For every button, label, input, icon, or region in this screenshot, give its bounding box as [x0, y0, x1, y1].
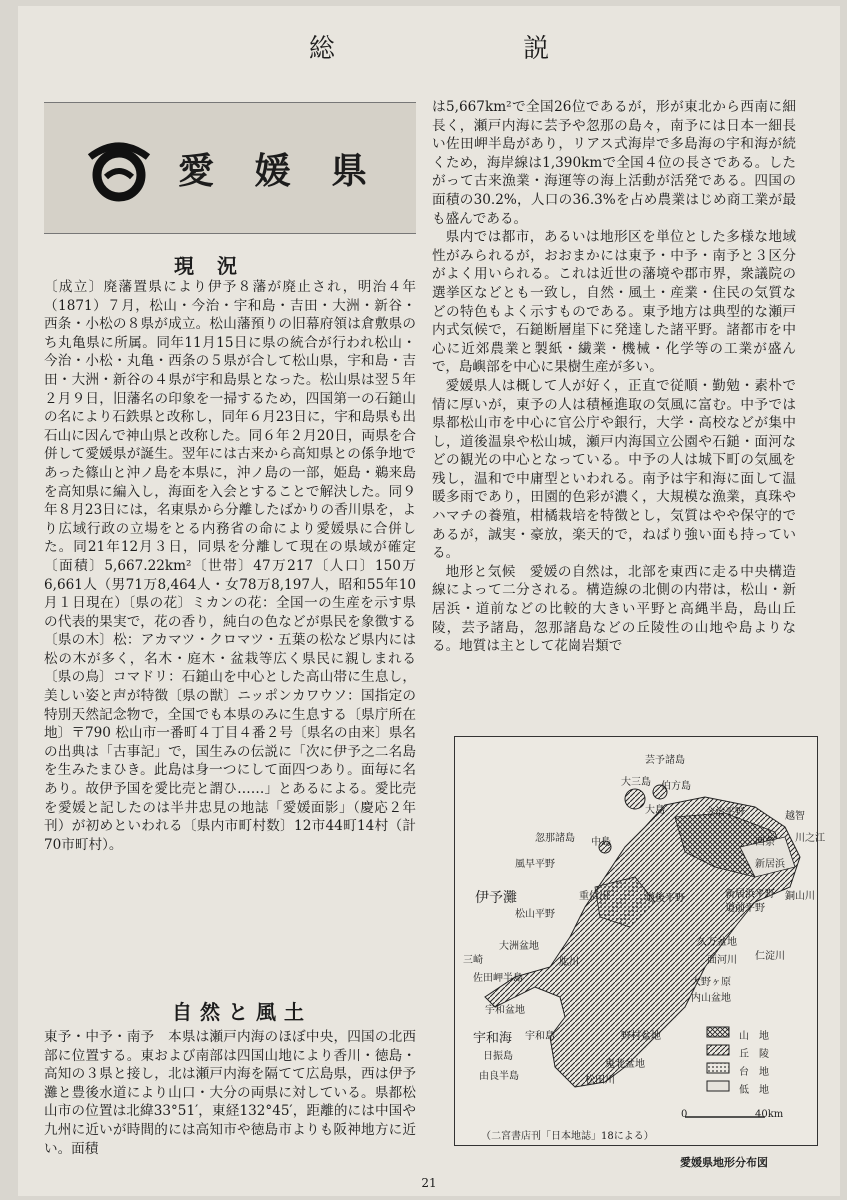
map-label: 新居浜 [755, 859, 785, 870]
map-label: 佐田岬半島 [473, 973, 523, 984]
legend-label-plateau: 台 地 [739, 1067, 769, 1078]
map-label: 肱川 [559, 957, 579, 968]
map-label: 新居浜平野 [725, 889, 775, 900]
section-heading-nature: 自然と風土 [172, 1000, 312, 1024]
page-number: 21 [421, 1176, 437, 1190]
paragraph-area: は5,667km²で全国26位であるが，形が東北から西南に細長く，瀬戸内海に芸予や忽那の島々，南予には日本一細長い佐田岬半島があり，リアス式海岸で多島海の宇和海が続くため，海岸線は1,390kmで全国４位の長さである。したがって古来漁業・海運等の海上活動が活発である。四国の面積の30.2%，人口の36.3%を占め農業はじめ商工業が最も盛んである。 [432, 99, 796, 227]
nature-paragraph: 東予・中予・南予 本県は瀬戸内海のほぼ中央，四国の北西部に位置する。東および南部は四国山地により香川・徳島・高知の３県と接し，北は瀬戸内海を隔てて広島県，西は伊予灘と豊後水道により山口・大分の両県に対している。県都松山市の位置は北緯33°51′，東経132°45′，距離的には中国や九州に近いが時間的には高知市や徳島市よりも阪神地方に近い。面積 [44, 1029, 416, 1157]
map-label: 川之江 [795, 833, 825, 844]
current-status-paragraph: 〔成立〕廃藩置県により伊予８藩が廃止され，明治４年（1871）７月，松山・今治・宇和島・吉田・大洲・新谷・西条・小松の８県が成立。松山藩預りの旧幕府領は倉敷県のち丸亀県に所属。同年11月15日に県の統合が行われ松山・今治・小松・丸亀・西条の５県が合して松山県，宇和島・吉田・大洲・新谷の４県が宇和島県となった。松山県は翌５年２月９日，旧藩名の印象を一掃するため，四国第一の石鎚山の名により石鉄県と改称し，同年６月23日に，宇和島県も出石山に因んで神山県と改称した。同６年２月20日，両県を合併して愛媛県が誕生。翌年には古来から高知県との係争地であった篠山と沖ノ島を本県に，沖ノ島の一部，姫島・鵜来島を高知県に編入し，海面を入会とすることで解決した。同９年８月23日には，名東県から分離したばかりの香川県を，より広域行政の立場をとる内務省の命により愛媛県に合併した。同21年12月３日，同県を分離して現在の県域が確定〔面積〕5,667.22km²〔世帯〕47万217〔人口〕150万6,661人（男71万8,464人・女78万8,197人，昭和55年10月１日現在）〔県の花〕ミカンの花：全国一の生産を示す県の代表的果実で，花の香り，純白の色などが県民を象徴する〔県の木〕松：アカマツ・クロマツ・五葉の松など県内には松の木が多く，名木・庭木・盆栽等広く県民に親しまれる〔県の鳥〕コマドリ：石鎚山を中心とした高山帯に生息し，美しい姿と声が特徴〔県の獣〕ニッポンカワウソ：国指定の特別天然記念物で，全国でも本県のみに生息する〔県庁所在地〕〒790 松山市一番町４丁目４番２号〔県名の由来〕県名の出典は「古事記」で，国生みの伝説に「次に伊予之二名島を生みたまひき。此島は身一つにして面四つあり。面毎に名あり。故伊予国を愛比売と謂ひ……」とあるによる。愛比売を愛媛と記したのは半井忠見の地誌「愛媛面影」（慶応２年刊）が初めといわれる〔県内市町村数〕12市44町14村（計70市町村）。 [44, 279, 416, 853]
scale-zero: 0 [681, 1109, 688, 1120]
map-label: 大洲盆地 [499, 941, 539, 952]
map-label: 伊予灘 [475, 890, 517, 906]
map-label: 由良半島 [479, 1071, 519, 1082]
map-label: 大島 [645, 805, 665, 816]
map-label: 久万盆地 [697, 937, 737, 948]
map-label: 重信川 [579, 891, 609, 902]
map-label: 今治平野 [705, 807, 745, 818]
map-label: 仁淀川 [755, 951, 785, 962]
map-label: 三崎 [463, 955, 483, 966]
map-label: 野村盆地 [621, 1031, 661, 1042]
map-label: 日振島 [483, 1051, 513, 1062]
current-status-text [44, 278, 416, 854]
nature-intro-text [44, 1028, 416, 1158]
map-label: 芸予諸島 [645, 755, 685, 766]
map-label: 道後平野 [645, 893, 685, 904]
prefecture-name: 愛 媛 県 [178, 150, 382, 192]
paragraph-regions: 県内では都市，あるいは地形区を単位とした多様な地域性がみられるが，おおまかには東予・中予・南予と３区分がよく用いられる。これは近世の藩境や郡市界，衆議院の選挙区などとも一致し，自然・風土・産業・住民の気質などの特色もよく示すものである。東予地方は典型的な瀬戸内式気候で，石鎚断層崖下に発達した諸平野。諸都市を中心に近郊農業と製紙・繊業・機械・化学等の工業が盛んで，島嶼部を中心に果樹生産が多い。 [432, 229, 796, 376]
map-label: 伯方島 [661, 781, 691, 792]
map-label: 面河川 [707, 955, 737, 966]
map-label: 内山盆地 [691, 993, 731, 1004]
map-label: 大三島 [621, 777, 651, 788]
map-label: 宇和盆地 [485, 1005, 525, 1016]
document-page [18, 6, 840, 1196]
map-caption: 愛媛県地形分布図 [680, 1156, 768, 1169]
prefecture-emblem-icon [82, 133, 156, 203]
map-label: 松山平野 [515, 909, 555, 920]
map-label: 宇和海 [473, 1031, 513, 1046]
map-label: 風早平野 [515, 859, 555, 870]
map-label: 越智 [785, 811, 805, 822]
map-label: 忽那諸島 [535, 833, 575, 844]
scale-label: 40km [755, 1109, 784, 1120]
map-label: 宇和島 [525, 1031, 555, 1042]
terrain-map [454, 736, 825, 1146]
right-column-text [432, 98, 796, 656]
legend-label-mountain: 山 地 [739, 1031, 769, 1042]
map-label: 大野ヶ原 [691, 977, 731, 988]
map-label: 鬼北盆地 [605, 1059, 645, 1070]
map-source-note: （二宮書店刊「日本地誌」18による） [481, 1131, 654, 1142]
map-label: 松田川 [585, 1075, 615, 1086]
legend-label-hill: 丘 陵 [739, 1049, 769, 1060]
map-label: 道前平野 [725, 903, 765, 914]
prefecture-title-box [44, 102, 416, 234]
running-title: 総 説 [308, 34, 640, 64]
legend-label-lowland: 低 地 [739, 1085, 769, 1096]
paragraph-people: 愛媛県人は概して人が好く，正直で従順・勤勉・素朴で情に厚いが，東予の人は積極進取の気風に富む。中予では県都松山市を中心に官公庁や銀行，大学・高校などが集中し，道後温泉や松山城，瀬戸内海国立公園や石鎚・面河などの観光の中心となっている。中予の人は城下町の気風を残し，温和で中庸型といわれる。南予は宇和海に面して温暖多雨であり，田園的色彩が濃く，大規模な漁業，真珠やハマチの養殖，柑橘栽培を特徴とし，気質はやや保守的であるが，誠実・豪放，楽天的で，ねばり強い面も持っている。 [432, 377, 796, 562]
map-label: 銅山川 [785, 891, 815, 902]
map-label: 中島 [591, 837, 611, 848]
map-label: 西条 [755, 837, 775, 848]
section-heading-current: 現 況 [174, 254, 245, 278]
paragraph-terrain: 地形と気候 愛媛の自然は，北部を東西に走る中央構造線によって二分される。構造線の北側の内帯は，松山・新居浜・道前などの比較的大きい平野と高縄半島，島山丘陵，芸予諸島，忽那諸島などの丘陵性の山地や島よりなる。地質は主として花崗岩類で [432, 563, 796, 655]
